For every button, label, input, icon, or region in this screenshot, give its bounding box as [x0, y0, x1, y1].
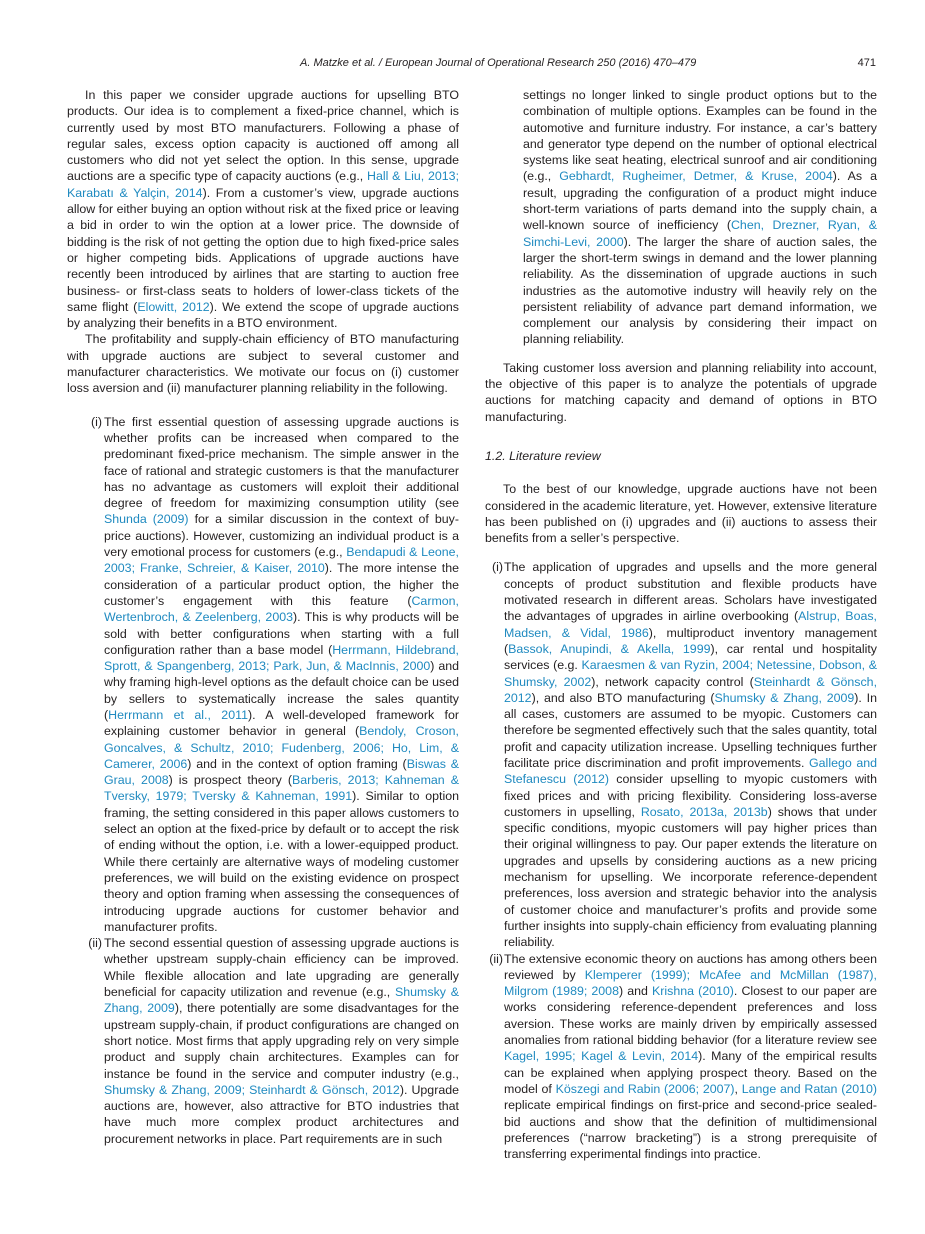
citation-link[interactable]: Gebhardt, Rugheimer, Detmer, & Kruse, 2004 — [559, 169, 833, 184]
text-run: replicate empirical findings on first-price and second-price sealed-bid auctions and show that the definition of multidimensional preferences (“narrow bracketing”) is a strong prerequisite of transferring experimental findings into practice. — [504, 1098, 877, 1162]
citation-link[interactable]: Karaesmen & van Ryzin, 2004; Netessine, Dobson, & Shumsky, 2002 — [504, 658, 878, 689]
citation-link[interactable]: Kagel, 1995; Kagel & Levin, 2014 — [504, 1049, 699, 1064]
text-run: ), and also BTO manufacturing ( — [531, 690, 715, 705]
citation-link[interactable]: Shunda (2009) — [104, 512, 189, 527]
text-run: for a similar discussion in the context of buy-price auctions). However, customizing an individual product is a very emotional process for customers (e.g., — [104, 512, 459, 560]
text-run: ), there potentially are some disadvantages for the upstream supply-chain, if product configurations are changed on short notice. Most firms that apply upgrading rely on very simple product and supply chain architectures. Examples can for instance be found in the service and computer industry (e.g., — [104, 1001, 459, 1081]
paragraph-list-continuation — [485, 87, 877, 348]
text-run: ). This is why products will be sold with better configurations when starting with a full configuration rather than a base model ( — [104, 610, 460, 657]
list-item — [485, 951, 877, 1163]
list-item — [67, 935, 459, 1147]
citation-link[interactable]: Herrmann et al., 2011 — [108, 707, 248, 722]
paragraph-objective — [485, 360, 877, 425]
list-number: (ii) — [489, 951, 503, 966]
citation-link[interactable]: Krishna (2010) — [651, 984, 734, 999]
text-run: ), network capacity control ( — [591, 674, 754, 689]
list-item-text — [504, 560, 877, 949]
text-run: In this paper we consider upgrade auctions for upselling BTO products. Our idea is to complement a fixed-price channel, which is currently used by most BTO manufacturers. Following a phase of regular sales, excess option capacity is auctioned off among all customers who did not yet select the option. In this sense, upgrade auctions are a specific type of capacity auctions (e.g., — [67, 88, 459, 184]
right-column — [485, 87, 877, 1162]
text-run: ). From a customer’s view, upgrade auctions allow for either buying an option without risk at the fixed price or leaving a bid in order to win the option at a lower price. The downside of bidding is the risk of not getting the option due to high fixed-price sales or higher competing bids. Applications of upgrade auctions have recently been introduced by airlines that are starting to auction free business- or first-class seats to holders of lower-class tickets of the same flight ( — [67, 185, 459, 314]
text-run: . Closest to our paper are works considering reference-dependent preferences and loss aversion. These works are mainly driven by empirically assessed anomalies from rational bidding behavior (for a literature review see — [504, 984, 878, 1048]
citation-link[interactable]: Bendoly, Croson, Goncalves, & Schultz, 2010; Fudenberg, 2006; Ho, Lim, & Camerer, 2006 — [104, 724, 459, 771]
literature-list — [485, 559, 877, 1162]
text-run: The second essential question of assessing upgrade auctions is whether upstream supply-chain efficiency can be improved. While flexible allocation and late upgrading are generally beneficial for capacity utilization and revenue (e.g., — [104, 936, 459, 1000]
text-run: ). In all cases, customers are assumed to be myopic. Customers can therefore be segmented effectively such that the sales quantity, total profit and capacity utilization increase. Upselling techniques further facilitate price discrimination and profit improvements. — [504, 690, 878, 770]
list-number: (i) — [90, 414, 102, 429]
running-header: A. Matzke et al. / European Journal of Operational Research 250 (2016) 470–479 — [300, 57, 697, 69]
list-item-text — [504, 952, 877, 1162]
citation-link[interactable]: Barberis, 2013; Kahneman & Tversky, 1979; Tversky & Kahneman, 1991 — [104, 773, 459, 804]
citation-link[interactable]: Gallego and Stefanescu (2012) — [504, 755, 877, 787]
text-run: The extensive economic theory on auctions has among others been reviewed by — [504, 951, 877, 982]
text-run: ). As a result, upgrading the configuration of a product might induce short-term variations of parts demand into the supply chain, a well-known source of inefficiency ( — [523, 169, 878, 233]
text-run: To the best of our knowledge, upgrade auctions have not been considered in the academic literature, yet. However, extensive literature has been published on (i) upgrades and (ii) auctions to assess their benefits from a seller’s perspective. — [485, 482, 877, 546]
citation-link[interactable]: Bassok, Anupindi, & Akella, 1999 — [508, 641, 711, 656]
citation-link[interactable]: Klemperer (1999); McAfee and McMillan (1987), Milgrom (1989; 2008 — [504, 967, 877, 999]
citation-link[interactable]: Shumsky & Zhang, 2009 — [714, 690, 855, 705]
list-item — [485, 559, 877, 950]
text-run: settings no longer linked to single product options but to the combination of multiple options. Examples can be found in the automotive and furniture industry. For instance, a car’s battery and generator type depend on the number of optional electrical systems like seat heating, electrical sunroof and air conditioning (e.g., — [523, 88, 877, 184]
list-item-text — [104, 415, 459, 934]
citation-link[interactable]: Elowitt, 2012 — [137, 299, 210, 314]
citation-link[interactable]: Shumsky & Zhang, 2009 — [104, 985, 459, 1016]
citation-link[interactable]: Hall & Liu, 2013; Karabatı & Yalçin, 2014 — [67, 169, 460, 200]
citation-link[interactable]: Steinhardt & Gönsch, 2012 — [504, 674, 878, 705]
text-run: ). The larger the share of auction sales, the larger the short-term swings in demand and the lower planning reliability. As the dissemination of upgrade auctions in such industries as the automotive industry will heavily rely on the persistent reliability of advance part demand information, we complement our analysis by considering their impact on planning reliability. — [523, 234, 878, 347]
text-run: ). Many of the empirical results can be explained when applying prospect theory. Based on the model of — [504, 1049, 877, 1096]
text-run: ). We extend the scope of upgrade auctions by analyzing their benefits in a BTO environment. — [67, 299, 460, 331]
paragraph-motivation — [67, 331, 459, 396]
text-run: The first essential question of assessing upgrade auctions is whether profits can be increased when compared to the predominant fixed-price mechanism. The simple answer in the face of rational and strategic customers is that the manufacturer has no advantage as customers will exploit their additional degree of freedom for maximizing consumption utility (see — [104, 414, 459, 511]
text-run: ) and — [618, 984, 652, 999]
text-run: ), multiproduct inventory management ( — [504, 625, 877, 656]
list-item-text — [104, 936, 459, 1146]
text-run: ). Upgrade auctions are, however, also attractive for BTO industries that have much more complex product architectures and procurement networks in place. Part requirements are in such — [104, 1082, 459, 1146]
text-run: ). The more intense the consideration of a particular product option, the higher the customer’s engagement with this feature ( — [104, 561, 459, 608]
text-run: The application of upgrades and upsells and the more general concepts of product substitution and flexible products have motivated research in different areas. Scholars have investigated the advantages of upgrades in airline overbooking ( — [504, 560, 877, 624]
list-number: (ii) — [88, 936, 102, 951]
citation-link[interactable]: Carmon, Wertenbroch, & Zeelenberg, 2003 — [104, 593, 459, 625]
citation-link[interactable]: Herrmann, Hildebrand, Sprott, & Spangenberg, 2013; Park, Jun, & MacInnis, 2000 — [104, 642, 459, 674]
list-item — [67, 414, 459, 936]
paragraph-intro — [67, 87, 459, 331]
text-run: ). A well-developed framework for explaining customer behavior in general ( — [104, 707, 460, 739]
list-number: (i) — [491, 560, 503, 575]
page-number: 471 — [857, 57, 876, 69]
citation-link[interactable]: Shumsky & Zhang, 2009; Steinhardt & Gönsch, 2012 — [104, 1082, 400, 1097]
paragraph-literature — [485, 481, 877, 546]
section-heading: 1.2. Literature review — [485, 448, 601, 463]
citation-link[interactable]: Alstrup, Boas, Madsen, & Vidal, 1986 — [504, 609, 877, 640]
citation-link[interactable]: Lange and Ratan (2010) — [741, 1081, 878, 1096]
citation-link[interactable]: Köszegi and Rabin (2006; 2007) — [555, 1081, 735, 1096]
text-run: consider upselling to myopic customers with fixed prices and with pricing flexibility. Considering loss-averse customers in upselling, — [504, 772, 877, 819]
citation-link[interactable]: Bendapudi & Leone, 2003; Franke, Schreier, & Kaiser, 2010 — [104, 545, 459, 576]
text-run: ) is prospect theory ( — [168, 773, 293, 788]
text-run: ), car rental und hospitality services (e.g. — [504, 641, 877, 673]
text-run: ). Similar to option framing, the setting considered in this paper allows customers to select an option at the fixed-price by default or to accept the risk of ending without the option, i.e. with a lower-equipped product. While there certainly are alternative ways of modeling customer preferences, we will build on the existing evidence on prospect theory and option framing when assessing the consequences of introducing upgrade auctions for customer behavior and manufacturer profits. — [104, 789, 459, 934]
text-run: Taking customer loss aversion and planning reliability into account, the objective of this paper is to analyze the potentials of upgrade auctions for matching capacity and demand of options in BTO manufacturing. — [485, 360, 877, 424]
text-run: ) and in the context of option framing ( — [187, 756, 407, 771]
citation-link[interactable]: Chen, Drezner, Ryan, & Simchi-Levi, 2000 — [523, 218, 877, 249]
text-run: ) and why framing high-level options as the default choice can be used by sellers to systematically increase the sales quantity ( — [104, 659, 459, 722]
citation-link[interactable]: Biswas & Grau, 2008 — [104, 756, 459, 788]
left-column — [67, 87, 459, 1147]
citation-link[interactable]: Rosato, 2013a, 2013b — [640, 804, 768, 819]
text-run: ) shows that under specific conditions, myopic customers will pay higher prices than their original willingness to pay. Our paper extends the literature on upgrades and upsells by considering auctions as a new pricing mechanism for upselling. We incorporate reference-dependent preferences, loss aversion and strategic behavior into the analysis of customer choice and manufacturer’s profits and provide some further insights into supply-chain efficiency from evaluating planning reliability. — [504, 804, 877, 950]
text-run: The profitability and supply-chain efficiency of BTO manufacturing with upgrade auctions are subject to several customer and manufacturer characteristics. We motivate our focus on (i) customer loss aversion and (ii) manufacturer planning reliability in the following. — [67, 332, 459, 396]
motivation-list — [67, 414, 459, 1147]
text-run: , — [734, 1081, 742, 1096]
